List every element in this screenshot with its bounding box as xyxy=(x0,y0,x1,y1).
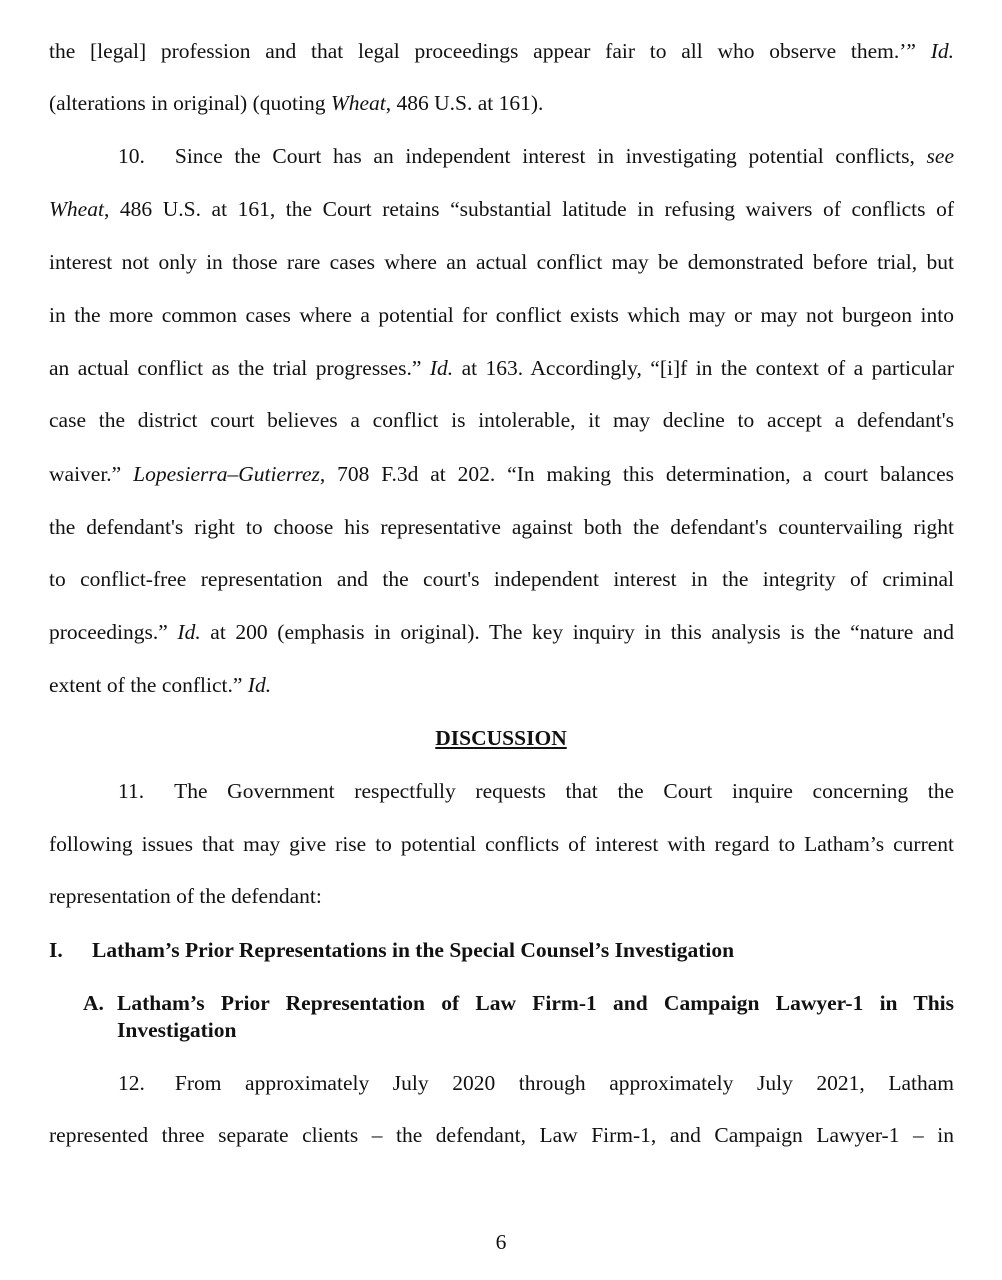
paragraph-12-first-line: 12. From approximately July 2020 through approximately July 2021, Latham xyxy=(118,1071,954,1095)
subsection-title-line: Investigation xyxy=(117,1018,237,1042)
paragraph-10-first-line: 10. Since the Court has an independent interest in investigating potential conflicts, see xyxy=(118,144,954,168)
text-line: (alterations in original) (quoting Wheat, 486 U.S. at 161). xyxy=(49,91,544,115)
subsection-label: A. xyxy=(83,991,104,1015)
section-title: Latham’s Prior Representations in the Special Counsel’s Investigation xyxy=(92,938,735,962)
section-label: I. xyxy=(49,938,63,962)
paragraph-number: 12. xyxy=(118,1071,145,1095)
text-line: interest not only in those rare cases where an actual conflict may be demonstrated before trial, but xyxy=(49,250,954,274)
section-heading-discussion: DISCUSSION xyxy=(435,726,567,750)
text-line: waiver.” Lopesierra–Gutierrez, 708 F.3d at 202. “In making this determination, a court balances xyxy=(49,462,954,486)
text-line: proceedings.” Id. at 200 (emphasis in original). The key inquiry in this analysis is the “nature and xyxy=(49,620,954,644)
text-line: following issues that may give rise to potential conflicts of interest with regard to Latham’s current xyxy=(49,832,954,856)
text-line: represented three separate clients – the defendant, Law Firm-1, and Campaign Lawyer-1 – in xyxy=(49,1123,954,1147)
text-line: in the more common cases where a potential for conflict exists which may or may not burgeon into xyxy=(49,303,954,327)
paragraph-11-first-line: 11. The Government respectfully requests that the Court inquire concerning the xyxy=(118,779,954,803)
text-line: extent of the conflict.” Id. xyxy=(49,673,272,697)
text-line: representation of the defendant: xyxy=(49,884,322,908)
text-line: to conflict-free representation and the court's independent interest in the integrity of criminal xyxy=(49,567,954,591)
text-line: the defendant's right to choose his representative against both the defendant's countervailing right xyxy=(49,515,954,539)
text-line: an actual conflict as the trial progresses.” Id. at 163. Accordingly, “[i]f in the context of a particular xyxy=(49,356,954,380)
page-number: 6 xyxy=(495,1230,507,1254)
text-line: case the district court believes a conflict is intolerable, it may decline to accept a defendant's xyxy=(49,408,954,432)
text-line: Wheat, 486 U.S. at 161, the Court retains “substantial latitude in refusing waivers of conflicts of xyxy=(49,197,954,221)
subsection-title-line: Latham’s Prior Representation of Law Firm-1 and Campaign Lawyer-1 in This xyxy=(117,991,954,1015)
paragraph-number: 10. xyxy=(118,144,145,168)
text-line: the [legal] profession and that legal proceedings appear fair to all who observe them.’” Id. xyxy=(49,39,954,63)
paragraph-number: 11. xyxy=(118,779,145,803)
